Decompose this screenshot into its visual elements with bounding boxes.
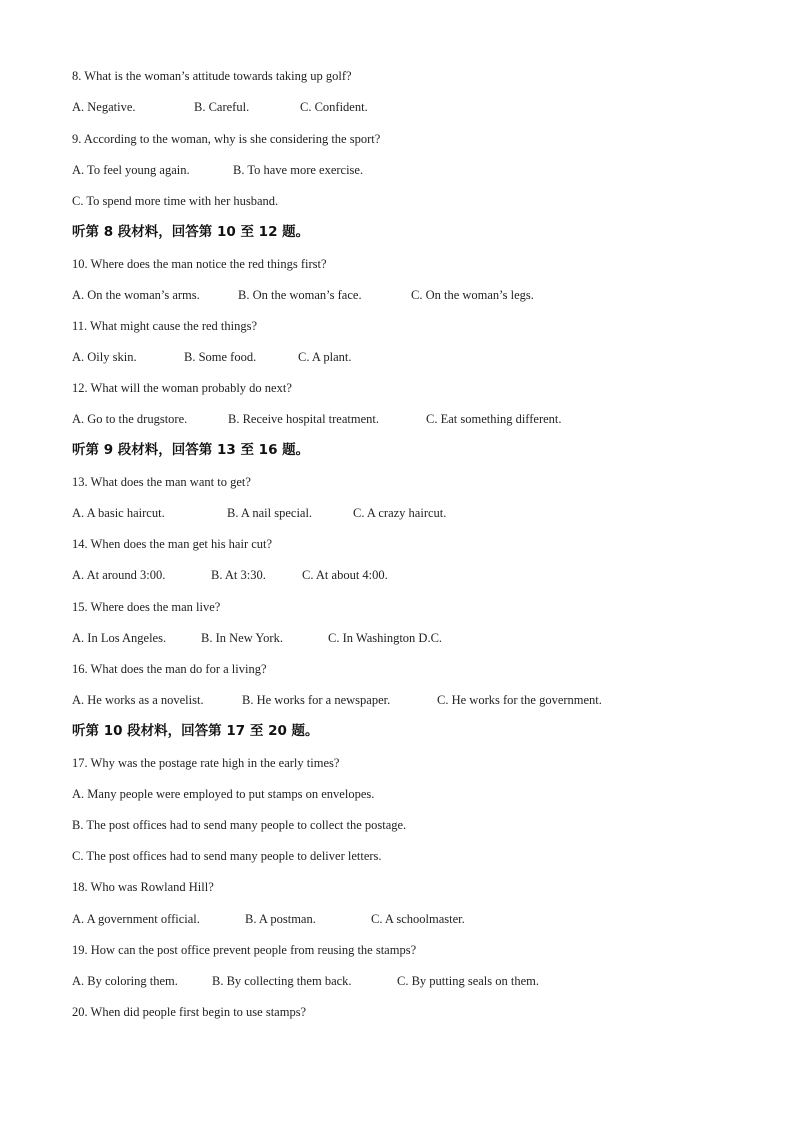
question-18-option-b: B. A postman. bbox=[245, 912, 316, 926]
question-17-stem: 17. Why was the postage rate high in the early times? bbox=[72, 756, 340, 770]
question-11-option-b: B. Some food. bbox=[184, 350, 257, 364]
question-11-option-c: C. A plant. bbox=[298, 350, 352, 364]
question-15-option-c: C. In Washington D.C. bbox=[328, 631, 443, 645]
question-14-option-a: A. At around 3:00. bbox=[72, 568, 166, 582]
question-11-stem: 11. What might cause the red things? bbox=[72, 319, 258, 333]
question-16-option-b: B. He works for a newspaper. bbox=[242, 693, 391, 707]
question-15-stem: 15. Where does the man live? bbox=[72, 600, 221, 614]
section-heading-8: 听第 8 段材料，回答第 10 至 12 题。 bbox=[72, 224, 310, 240]
section-heading-10: 听第 10 段材料，回答第 17 至 20 题。 bbox=[72, 723, 319, 739]
question-19-option-b: B. By collecting them back. bbox=[212, 974, 352, 988]
question-19-stem: 19. How can the post office prevent people from reusing the stamps? bbox=[72, 943, 417, 957]
question-8-option-b: B. Careful. bbox=[194, 100, 250, 114]
section-heading-9: 听第 9 段材料，回答第 13 至 16 题。 bbox=[72, 442, 310, 458]
question-12-option-a: A. Go to the drugstore. bbox=[72, 412, 188, 426]
question-16-option-c: C. He works for the government. bbox=[437, 693, 602, 707]
question-9-option-b: B. To have more exercise. bbox=[233, 163, 364, 177]
question-18-option-c: C. A schoolmaster. bbox=[371, 912, 465, 926]
question-17-option-c: C. The post offices had to send many people to deliver letters. bbox=[72, 849, 382, 863]
question-15-option-b: B. In New York. bbox=[201, 631, 283, 645]
question-13-stem: 13. What does the man want to get? bbox=[72, 475, 251, 489]
question-15-option-a: A. In Los Angeles. bbox=[72, 631, 167, 645]
question-11-option-a: A. Oily skin. bbox=[72, 350, 137, 364]
question-10-option-a: A. On the woman’s arms. bbox=[72, 288, 200, 302]
question-18-stem: 18. Who was Rowland Hill? bbox=[72, 880, 214, 894]
question-13-option-a: A. A basic haircut. bbox=[72, 506, 165, 520]
question-12-option-c: C. Eat something different. bbox=[426, 412, 562, 426]
question-19-option-c: C. By putting seals on them. bbox=[397, 974, 540, 988]
question-10-option-b: B. On the woman’s face. bbox=[238, 288, 362, 302]
question-8-stem: 8. What is the woman’s attitude towards taking up golf? bbox=[72, 69, 352, 83]
question-17-option-a: A. Many people were employed to put stamps on envelopes. bbox=[72, 787, 375, 801]
question-14-stem: 14. When does the man get his hair cut? bbox=[72, 537, 273, 551]
question-9-stem: 9. According to the woman, why is she considering the sport? bbox=[72, 132, 381, 146]
question-18-option-a: A. A government official. bbox=[72, 912, 200, 926]
question-13-option-b: B. A nail special. bbox=[227, 506, 313, 520]
question-17-option-b: B. The post offices had to send many people to collect the postage. bbox=[72, 818, 407, 832]
question-20-stem: 20. When did people first begin to use stamps? bbox=[72, 1005, 307, 1019]
question-9-option-a: A. To feel young again. bbox=[72, 163, 190, 177]
question-10-option-c: C. On the woman’s legs. bbox=[411, 288, 534, 302]
question-13-option-c: C. A crazy haircut. bbox=[353, 506, 447, 520]
question-19-option-a: A. By coloring them. bbox=[72, 974, 178, 988]
question-12-option-b: B. Receive hospital treatment. bbox=[228, 412, 379, 426]
question-9-option-c: C. To spend more time with her husband. bbox=[72, 194, 279, 208]
question-10-stem: 10. Where does the man notice the red things first? bbox=[72, 257, 327, 271]
question-16-option-a: A. He works as a novelist. bbox=[72, 693, 204, 707]
question-14-option-c: C. At about 4:00. bbox=[302, 568, 388, 582]
question-16-stem: 16. What does the man do for a living? bbox=[72, 662, 267, 676]
question-8-option-c: C. Confident. bbox=[300, 100, 368, 114]
question-8-option-a: A. Negative. bbox=[72, 100, 136, 114]
question-12-stem: 12. What will the woman probably do next? bbox=[72, 381, 292, 395]
question-14-option-b: B. At 3:30. bbox=[211, 568, 266, 582]
